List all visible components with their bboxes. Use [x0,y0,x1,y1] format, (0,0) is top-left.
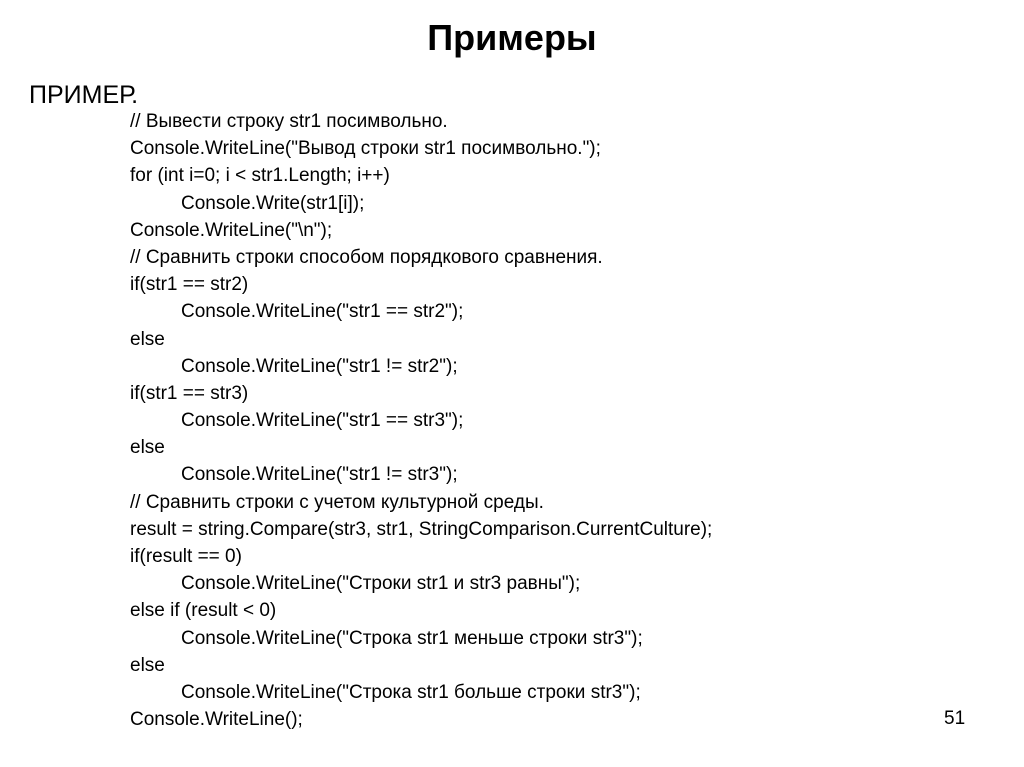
code-line-indented: Console.WriteLine("str1 == str2"); [181,301,464,323]
code-line-indented: Console.WriteLine("str1 != str3"); [181,464,458,486]
page-number: 51 [944,708,966,729]
code-line: Console.WriteLine(); [130,709,303,731]
code-line: result = string.Compare(str3, str1, StringComparison.CurrentCulture); [130,518,713,540]
code-line-indented: Console.WriteLine("str1 != str2"); [181,355,458,377]
code-line: else [130,437,165,459]
code-line: // Вывести строку str1 посимвольно. [130,111,448,132]
slide-title: Примеры [427,17,597,58]
code-line: else [130,328,165,350]
code-line: // Сравнить строки способом порядкового сравнения. [130,246,603,268]
code-line: if(str1 == str2) [130,274,249,296]
code-line: else [130,654,165,676]
code-line: Console.WriteLine("Вывод строки str1 посимвольно."); [130,138,601,160]
code-line-indented: Console.WriteLine("Строка str1 меньше строки str3"); [181,627,643,649]
code-block [130,108,990,733]
code-line: Console.WriteLine("\n"); [130,219,333,241]
code-line-indented: Console.WriteLine("str1 == str3"); [181,410,464,432]
code-line: for (int i=0; i < str1.Length; i++) [130,165,390,187]
code-line: // Сравнить строки с учетом культурной среды. [130,491,544,513]
code-line: else if (result < 0) [130,600,277,622]
example-label: ПРИМЕР. [29,81,139,109]
code-line-indented: Console.WriteLine("Строка str1 больше строки str3"); [181,681,641,703]
code-line: if(str1 == str3) [130,382,249,404]
code-line: if(result == 0) [130,546,242,567]
code-line-indented: Console.WriteLine("Строки str1 и str3 равны"); [181,573,581,595]
code-line-indented: Console.Write(str1[i]); [181,192,365,214]
